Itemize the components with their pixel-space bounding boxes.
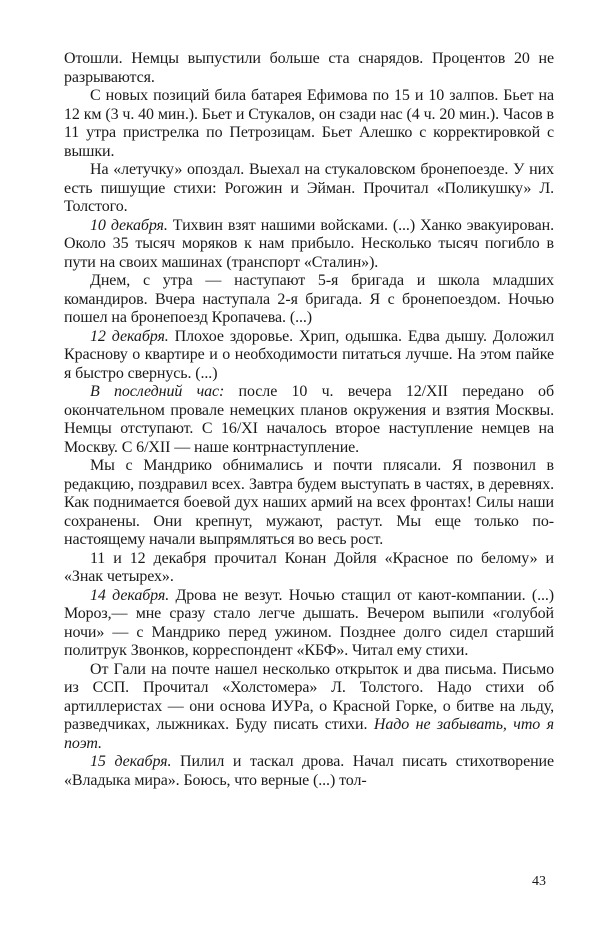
- paragraph-text: после 10 ч. вечера 12/XII передано об окончательном провале немецких планов окружения и взятия Москвы. Немцы отступают. С 16/XI началось второе наступление немцев на Москву. С 6/XII — наше контрнаступление.: [64, 383, 554, 456]
- paragraph-text: Днем, с утра — наступают 5-я бригада и школа младших командиров. Вчера наступала 2-я бригада. Я с бронепоездом. Ночью пошел на бронепоезд Кропачева. (...): [64, 272, 554, 326]
- paragraph-text: На «летучку» опоздал. Выехал на стукаловском бронепоезде. У них есть пишущие стихи: Рогожин и Эйман. Прочитал «Поликушку» Л. Толстого.: [64, 161, 554, 215]
- paragraph-text: Тихвин взят нашими войсками. (...) Ханко эвакуирован. Около 35 тысяч моряков к нам прибыло. Несколько тысяч погибло в пути на своих машинах (транспорт «Сталин»).: [64, 216, 555, 271]
- paragraph-text: 11 и 12 декабря прочитал Конан Дойля «Красное по белому» и «Знак четырех».: [64, 549, 554, 585]
- paragraph-text: Плохое здоровье. Хрип, одышка. Едва дышу. Доложил Краснову о квартире и о необходимости питаться лучше. На этом пайке я быстро свернусь. (...): [64, 327, 554, 382]
- date-heading: 15 декабря.: [90, 753, 172, 770]
- paragraph-9: [64, 550, 554, 587]
- paragraph-2: [64, 87, 554, 161]
- paragraph-12: [64, 753, 554, 790]
- paragraph-text: Пилил и таскал дрова. Начал писать стихотворение «Владыка мира». Боюсь, что верные (...) тол-: [64, 753, 554, 789]
- news-heading: В последний час:: [90, 383, 225, 400]
- paragraph-text: Мы с Мандрико обнимались и почти плясали. Я позвонил в редакцию, поздравил всех. Завтра будем выступать в частях, в деревнях. Как поднимается боевой дух наших армий на всех фронтах! Силы наши сохранены. Они крепнут, мужают, растут. Мы еще только по-настоящему начали выпрямляться во весь рост.: [64, 457, 554, 548]
- emphasis-text: Надо не забывать, что я поэт.: [64, 716, 554, 752]
- paragraph-7: [64, 383, 554, 457]
- date-heading: 12 декабря.: [90, 327, 169, 345]
- paragraph-text: Дрова не везут. Ночью стащил от кают-компании. (...) Мороз,— мне сразу стало легче дышать. Вечером выпили «голубой ночи» — с Мандрико перед ужином. Позднее долго сидел старший политрук Звонков, корреспондент «КБФ». Читал ему стихи.: [64, 586, 554, 659]
- paragraph-10: [64, 587, 554, 661]
- paragraph-3: [64, 161, 554, 217]
- paragraph-1: [64, 50, 554, 87]
- date-heading: 10 декабря.: [90, 216, 168, 234]
- paragraph-6: [64, 328, 554, 384]
- paragraph-text: Отошли. Немцы выпустили больше ста снарядов. Процентов 20 не разрываются.: [64, 50, 554, 86]
- paragraph-5: [64, 272, 554, 328]
- paragraph-11: [64, 661, 554, 754]
- paragraph-text: С новых позиций била батарея Ефимова по 15 и 10 залпов. Бьет на 12 км (3 ч. 40 мин.). Бьет и Стукалов, он сзади нас (4 ч. 20 мин.). Часов в 11 утра пристрелка по Петрозицам. Бьет Алешко с корректировкой с вышки.: [64, 87, 554, 160]
- paragraph-4: [64, 217, 554, 273]
- date-heading: 14 декабря.: [90, 586, 170, 604]
- paragraph-8: [64, 457, 554, 550]
- paragraph-text: От Гали на почте нашел несколько открыток и два письма. Письмо из ССП. Прочитал «Холстомера» Л. Толстого. Надо стихи об артиллеристах — они основа ИУРа, о Красной Горке, о битве на льду, разведчиках, лыжниках. Буду писать стихи.: [64, 660, 554, 733]
- page-number: 43: [532, 873, 546, 889]
